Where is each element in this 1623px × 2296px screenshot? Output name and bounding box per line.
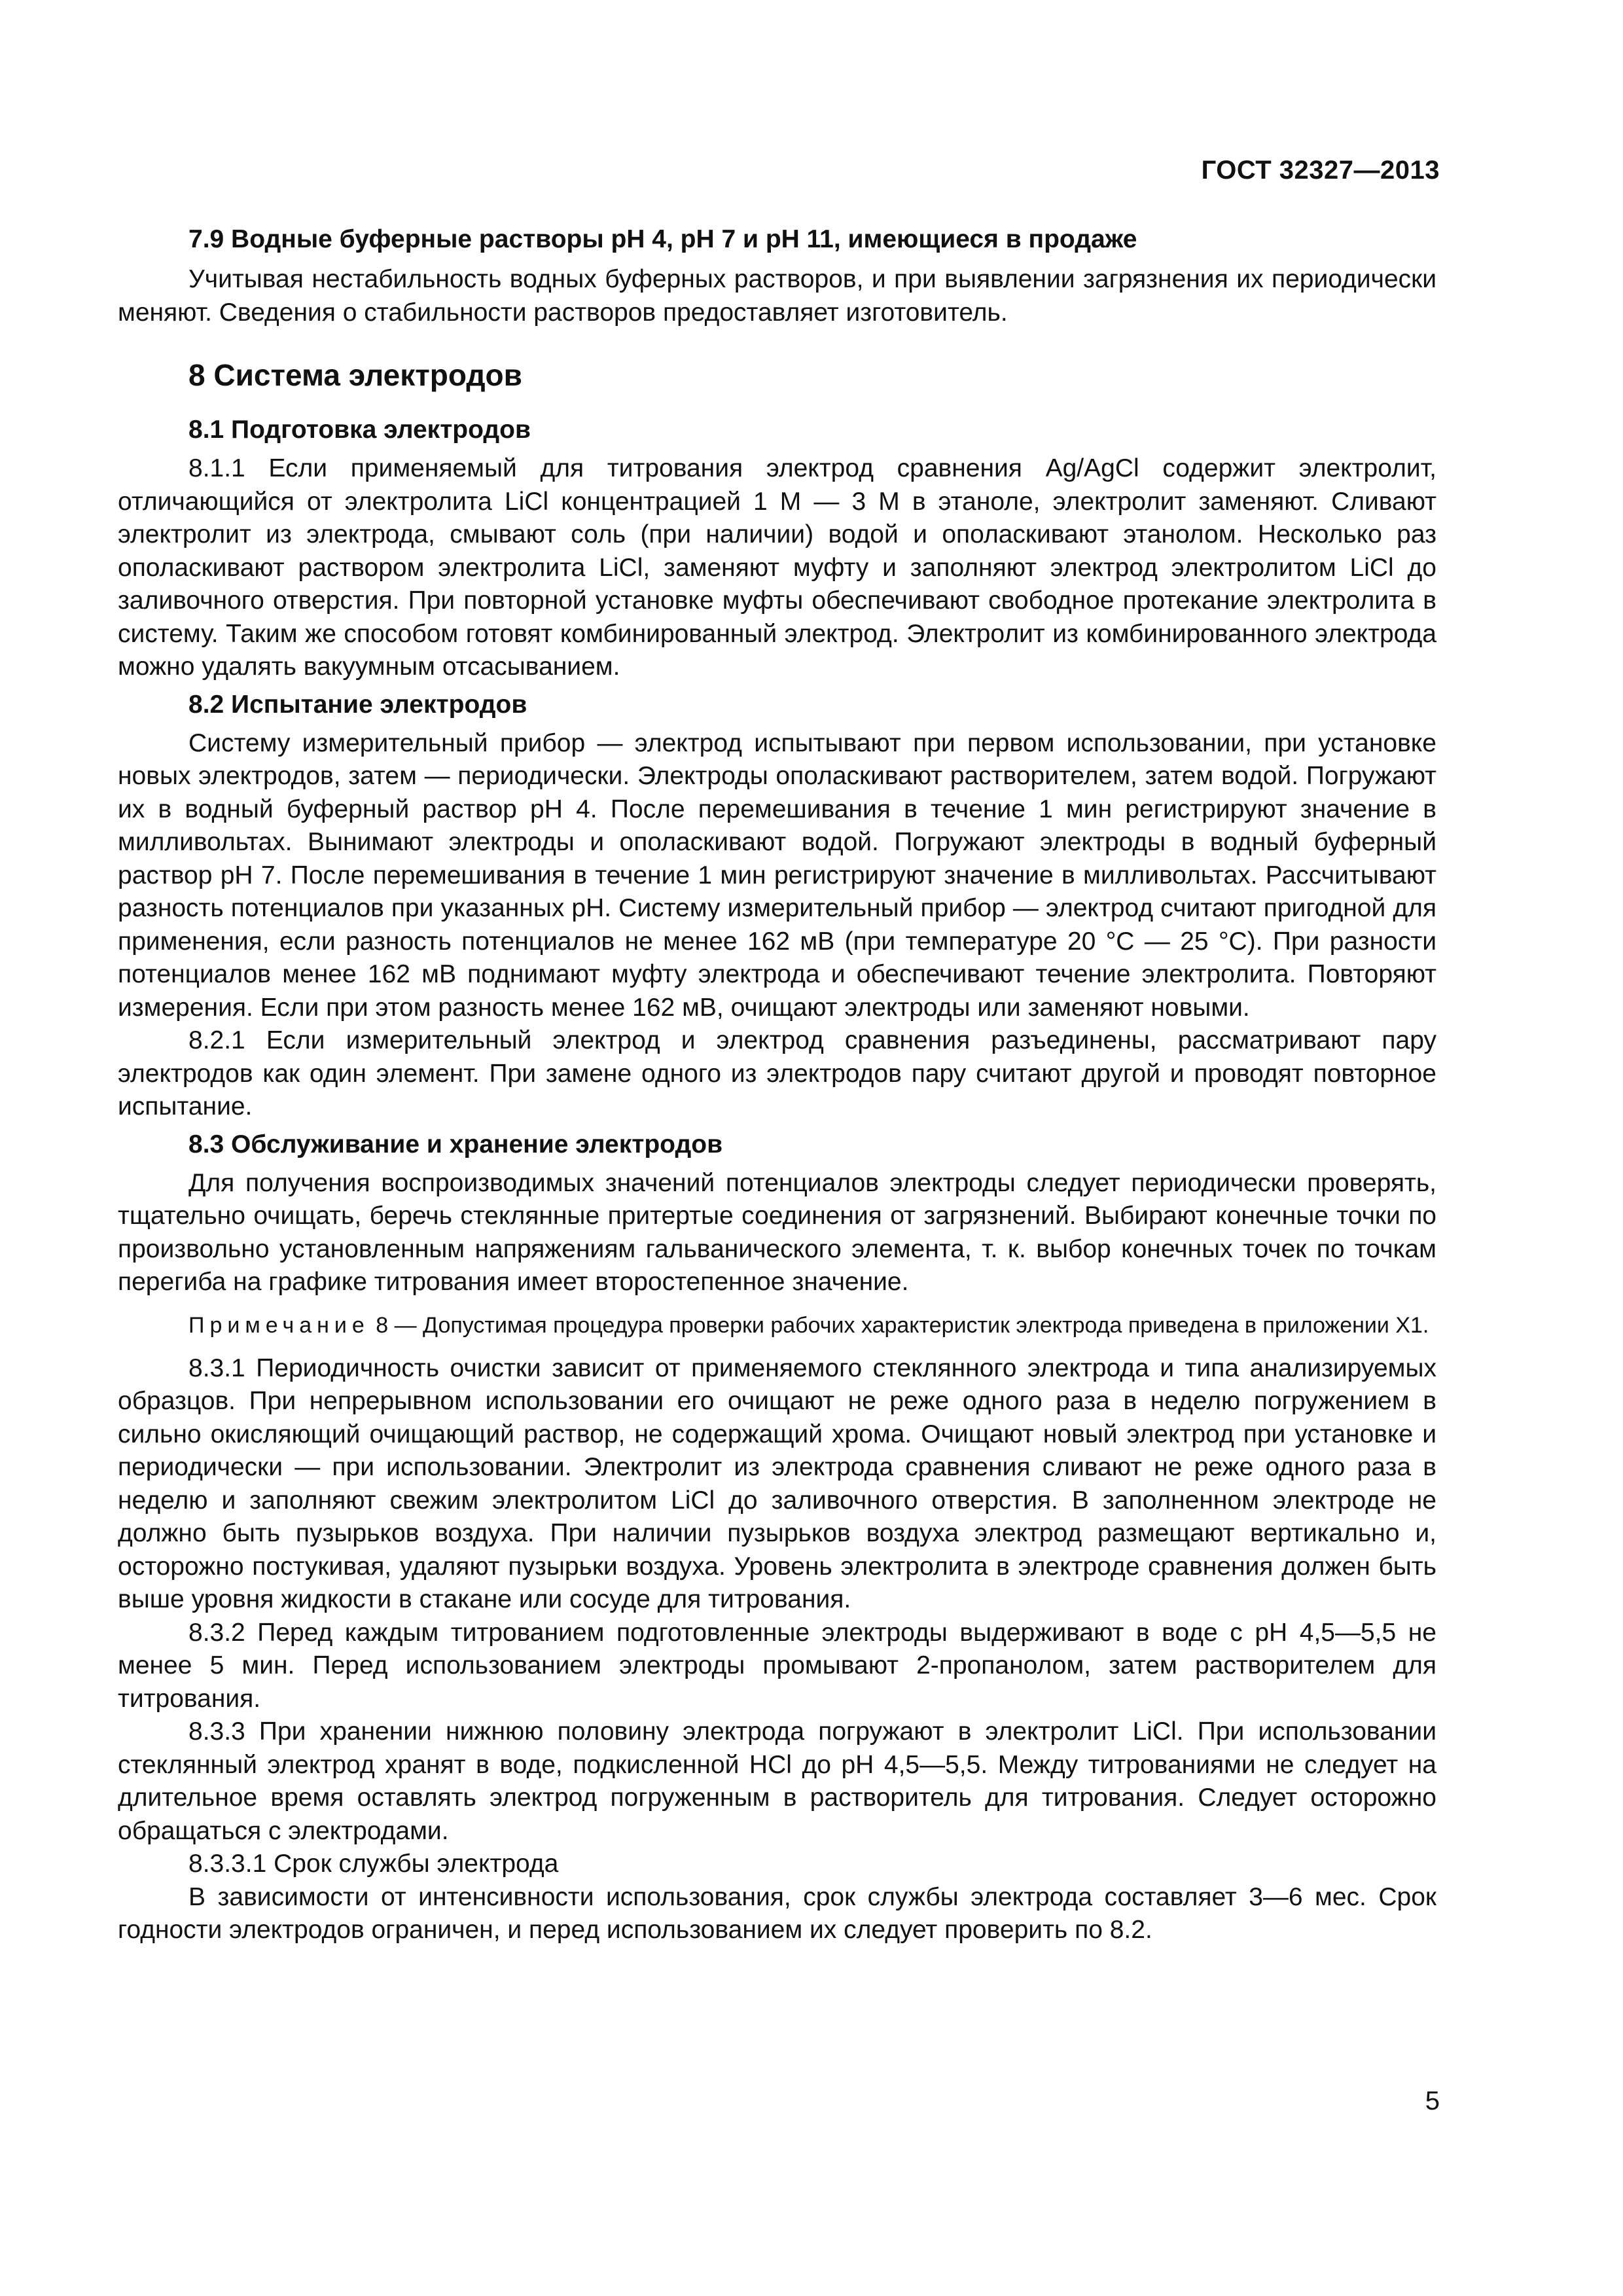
paragraph-8-3-3: 8.3.3 При хранении нижнюю половину электрода погружают в электролит LiCl. При использовании стеклянный электрод хранят в воде, подкисленной НCl до рН 4,5—5,5. Между титрованиями не следует на длительное время оставлять электрод погруженным в растворитель для титрования. Следует осторожно обращаться с электродами. (118, 1717, 1436, 1845)
document-body (118, 223, 1436, 1947)
paragraph-8-1-1: 8.1.1 Если применяемый для титрования электрод сравнения Ag/AgCl содержит электролит, отличающийся от электролита LiCl концентрацией 1 М — 3 М в этаноле, электролит заменяют. Сливают электролит из электрода, смывают соль (при наличии) водой и ополаскивают этанолом. Несколько раз ополаскивают раствором электролита LiCl, заменяют муфту и заполняют электрод электролитом LiCl до заливочного отверстия. При повторной установке муфты обеспечивают свободное протекание электролита в систему. Таким же способом готовят комбинированный электрод. Электролит из комбинированного электрода можно удалять вакуумным отсасыванием. (118, 454, 1436, 681)
paragraph-8-2-1: 8.2.1 Если измерительный электрод и электрод сравнения разъединены, рассматривают пару электродов как один элемент. При замене одного из электродов пару считают другой и проводят повторное испытание. (118, 1026, 1436, 1121)
section-8-3-paragraph: Для получения воспроизводимых значений потенциалов электроды следует периодически проверять, тщательно очищать, беречь стеклянные притертые соединения от загрязнений. Выбирают конечные точки по произвольно установленным напряжениям гальванического элемента, т. к. выбор конечных точек по точкам перегиба на графике титрования имеет второстепенное значение. (118, 1168, 1436, 1296)
section-8-3-heading: 8.3 Обслуживание и хранение электродов (188, 1130, 723, 1158)
page-number: 5 (1425, 2087, 1440, 2115)
section-8-2-heading: 8.2 Испытание электродов (188, 690, 527, 719)
document-header: ГОСТ 32327—2013 (1201, 156, 1440, 185)
section-8-2-paragraph: Систему измерительный прибор — электрод испытывают при первом использовании, при установке новых электродов, затем — периодически. Электроды ополаскивают растворителем, затем водой. Погружают их в водный буферный раствор рН 4. После перемешивания в течение 1 мин регистрируют значение в милливольтах. Вынимают электроды и ополаскивают водой. Погружают электроды в водный буферный раствор рН 7. После перемешивания в течение 1 мин регистрируют значение в милливольтах. Рассчитывают разность потенциалов при указанных рН. Систему измерительный прибор — электрод считают пригодной для применения, если разность потенциалов не менее 162 мВ (при температуре 20 °С — 25 °С). При разности потенциалов менее 162 мВ поднимают муфту электрода и обеспечивают течение электролита. Повторяют измерения. Если при этом разность менее 162 мВ, очищают электроды или заменяют новыми. (118, 728, 1436, 1022)
section-7-9-heading: 7.9 Водные буферные растворы рН 4, рН 7 и рН 11, имеющиеся в продаже (188, 225, 1137, 253)
section-7-9-paragraph: Учитывая нестабильность водных буферных растворов, и при выявлении загрязнения их периодически меняют. Сведения о стабильности растворов предоставляет изготовитель. (118, 265, 1436, 327)
paragraph-8-3-3-1-title: 8.3.3.1 Срок службы электрода (188, 1850, 559, 1878)
paragraph-8-3-3-1-text: В зависимости от интенсивности использования, срок службы электрода составляет 3—6 мес. Срок годности электродов ограничен, и перед использованием их следует проверить по 8.2. (118, 1882, 1436, 1944)
section-8-heading: 8 Система электродов (188, 358, 522, 392)
note-8 (118, 1311, 1436, 1340)
note-label: Примечание (188, 1312, 370, 1338)
paragraph-8-3-2: 8.3.2 Перед каждым титрованием подготовленные электроды выдерживают в воде с рН 4,5—5,5 не менее 5 мин. Перед использованием электроды промывают 2-пропанолом, затем растворителем для титрования. (118, 1618, 1436, 1713)
paragraph-8-3-1: 8.3.1 Периодичность очистки зависит от применяемого стеклянного электрода и типа анализируемых образцов. При непрерывном использовании его очищают не реже одного раза в неделю погружением в сильно окисляющий очищающий раствор, не содержащий хрома. Очищают новый электрод при установке и периодически — при использовании. Электролит из электрода сравнения сливают не реже одного раза в неделю и заполняют свежим электролитом LiCl до заливочного отверстия. В заполненном электроде не должно быть пузырьков воздуха. При наличии пузырьков воздуха электрод размещают вертикально и, осторожно постукивая, удаляют пузырьки воздуха. Уровень электролита в электроде сравнения должен быть выше уровня жидкости в стакане или сосуде для титрования. (118, 1354, 1436, 1613)
note-text: 8 — Допустимая процедура проверки рабочих характеристик электрода приведена в приложении Х1. (369, 1312, 1429, 1338)
section-8-1-heading: 8.1 Подготовка электродов (188, 416, 531, 444)
